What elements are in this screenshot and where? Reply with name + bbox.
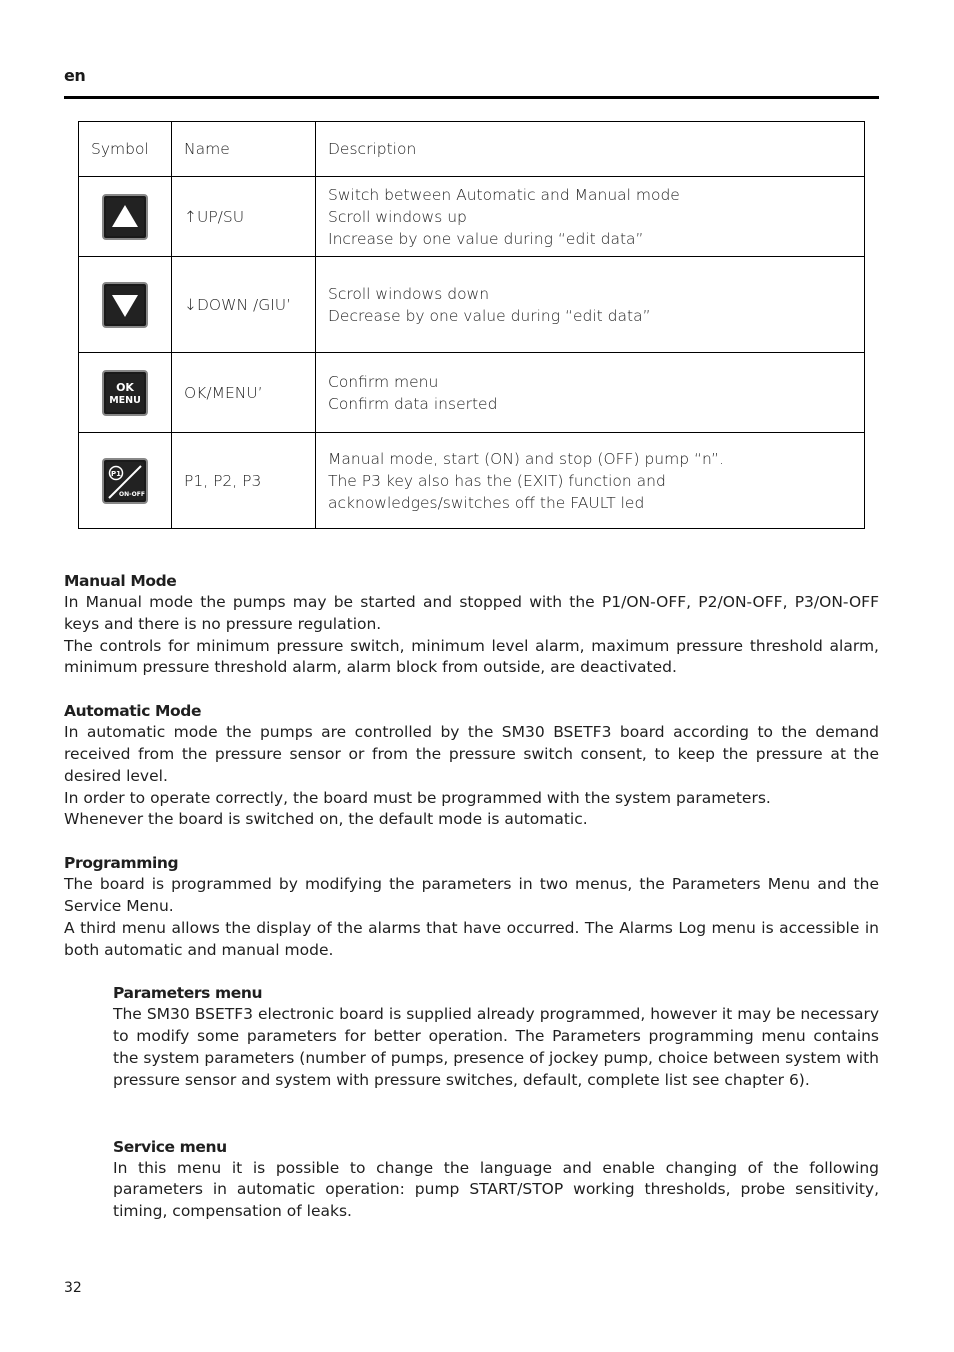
page-number: 32 (64, 1280, 82, 1296)
name-cell: P1, P2, P3 (172, 433, 316, 529)
description-line: Decrease by one value during “edit data” (328, 306, 651, 325)
paragraph: In Manual mode the pumps may be started and stopped with the P1/ON-OFF, P2/ON-OFF, P3/ON-OFF keys and there is no pressure regulation. (64, 593, 879, 633)
automatic-mode-section (64, 700, 879, 831)
section-heading: Automatic Mode (64, 702, 202, 721)
language-label: en (64, 66, 86, 85)
description-line: Increase by one value during “edit data” (328, 229, 644, 248)
name-cell: OK/MENU’ (172, 353, 316, 433)
description-line: Scroll windows down (328, 284, 490, 303)
description-cell (316, 353, 865, 433)
symbol-cell (79, 353, 172, 433)
menu-icon-text: MENU (109, 394, 141, 406)
description-line: The P3 key also has the (EXIT) function and (328, 471, 666, 490)
description-cell (316, 433, 865, 529)
ok-menu-key-icon (101, 369, 149, 417)
programming-section (64, 852, 879, 961)
down-arrow-key-icon (101, 281, 149, 329)
on-off-icon-text: ON-OFF (119, 490, 145, 498)
paragraph: In this menu it is possible to change the language and enable changing of the following parameters in automatic operation: pump START/STOP working thresholds, probe sensitivity, timing, compensation of leaks. (113, 1158, 879, 1221)
symbol-cell (79, 257, 172, 353)
description-line: acknowledges/switches off the FAULT led (328, 493, 645, 512)
paragraph: The controls for minimum pressure switch, minimum level alarm, maximum pressure threshold alarm, minimum pressure threshold alarm, alarm block from outside, are deactivated. (64, 636, 879, 677)
description-line: Confirm menu (328, 372, 439, 391)
description-line: Scroll windows up (328, 207, 467, 226)
paragraph: The SM30 BSETF3 electronic board is supplied already programmed, however it may be necessary to modify some parameters for better operation. The Parameters programming menu contains the system parameters (number of pumps, presence of jockey pump, choice between system with pressure sensor and system with pressure switches, default, complete list see chapter 6). (113, 1005, 879, 1089)
service-menu-section (113, 1136, 879, 1223)
description-line: Manual mode, start (ON) and stop (OFF) pump “n”. (328, 449, 724, 468)
key-symbols-table (78, 121, 865, 529)
table-header-row (79, 122, 865, 177)
description-line: Confirm data inserted (328, 394, 498, 413)
name-cell: ↓DOWN /GIU’ (172, 257, 316, 353)
section-heading: Programming (64, 854, 179, 873)
symbol-cell (79, 177, 172, 257)
header-rule (64, 96, 879, 99)
description-cell (316, 177, 865, 257)
paragraph: The board is programmed by modifying the parameters in two menus, the Parameters Menu and the Service Menu. (64, 875, 879, 915)
up-arrow-key-icon (101, 193, 149, 241)
table-row (79, 353, 865, 433)
parameters-menu-section (113, 982, 879, 1091)
paragraph: In automatic mode the pumps are controlled by the SM30 BSETF3 board according to the demand received from the pressure sensor or from the pressure switch consent, to keep the pressure at the desired level. (64, 723, 879, 785)
description-cell (316, 257, 865, 353)
paragraph: Whenever the board is switched on, the default mode is automatic. (64, 810, 588, 829)
p1-on-off-key-icon (101, 457, 149, 505)
p1-icon-text: P1 (110, 469, 122, 478)
table-row (79, 257, 865, 353)
header-description: Description (316, 122, 865, 177)
manual-mode-section (64, 570, 879, 679)
ok-icon-text: OK (116, 380, 134, 394)
subsection-heading: Parameters menu (113, 984, 263, 1003)
header-symbol: Symbol (79, 122, 172, 177)
body-content (64, 570, 879, 1223)
table-row (79, 177, 865, 257)
header-name: Name (172, 122, 316, 177)
symbol-cell (79, 433, 172, 529)
subsection-heading: Service menu (113, 1137, 227, 1156)
paragraph: A third menu allows the display of the alarms that have occurred. The Alarms Log menu is accessible in both automatic and manual mode. (64, 918, 879, 959)
description-line: Switch between Automatic and Manual mode (328, 185, 680, 204)
name-cell: ↑UP/SU (172, 177, 316, 257)
paragraph: In order to operate correctly, the board must be programmed with the system parameters. (64, 788, 771, 807)
section-heading: Manual Mode (64, 572, 177, 590)
table-row (79, 433, 865, 529)
